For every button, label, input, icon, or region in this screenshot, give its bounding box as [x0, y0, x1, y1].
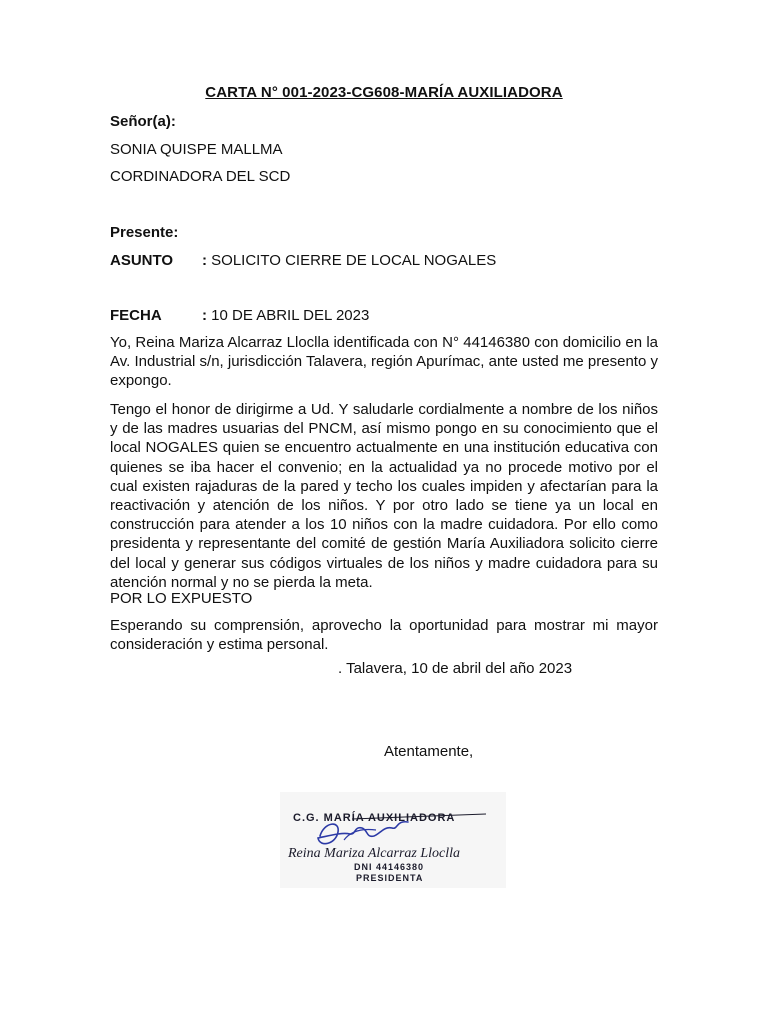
signature-scribble	[318, 822, 408, 844]
asunto-value: SOLICITO CIERRE DE LOCAL NOGALES	[211, 252, 497, 269]
body-paragraph: Tengo el honor de dirigirme a Ud. Y saludarle cordialmente a nombre de los niños y de las madres usuarias del PNCM, así mismo pongo en su conocimiento que el local NOGALES quien se encuentro actualmente en una institución educativa con quienes se iba hacer el convenio; en la actualidad ya no procede motivo por el cual existen rajaduras de la pared y techo los cuales impiden y afectarían para la reactivación y atención de los niños. Y por otro lado se tiene ya un local en construcción para atender a los 10 niños con la madre cuidadora. Por ello como presidenta y representante del comité de gestión María Auxiliadora solicito cierre del local y generar sus códigos virtuales de los niños y madre cuidadora para su atención normal y no se pierda la meta.	[110, 401, 658, 591]
asunto-row	[110, 252, 496, 269]
fecha-colon: :	[202, 307, 207, 324]
intro-paragraph: Yo, Reina Mariza Alcarraz Lloclla identificada con N° 44146380 con domicilio en la Av. Industrial s/n, jurisdicción Talavera, región Apurímac, ante usted me presento y expongo.	[110, 334, 658, 390]
stamp-role: PRESIDENTA	[356, 873, 424, 883]
fecha-value: 10 DE ABRIL DEL 2023	[211, 307, 370, 324]
recipient-name: SONIA QUISPE MALLMA	[110, 141, 283, 158]
stamp-organization: C.G. MARÍA AUXILIADORA	[293, 812, 456, 824]
asunto-label: ASUNTO	[110, 252, 174, 269]
salutation: Señor(a):	[110, 113, 176, 130]
signature-underline	[344, 829, 376, 840]
fecha-row	[110, 307, 369, 324]
stamp-dni: DNI 44146380	[354, 862, 425, 872]
presente-label: Presente:	[110, 224, 179, 241]
fecha-label: FECHA	[110, 307, 162, 324]
asunto-colon: :	[202, 252, 207, 269]
place-date: . Talavera, 10 de abril del año 2023	[338, 660, 573, 677]
closing-salutation: Atentamente,	[384, 743, 474, 760]
por-lo-expuesto: POR LO EXPUESTO	[110, 590, 253, 607]
letter-title: CARTA N° 001-2023-CG608-MARÍA AUXILIADORA	[205, 84, 563, 101]
signature-stamp	[280, 792, 506, 888]
stamp-name: Reina Mariza Alcarraz Lloclla	[288, 846, 461, 861]
closing-paragraph: Esperando su comprensión, aprovecho la oportunidad para mostrar mi mayor consideración y estima personal.	[110, 617, 658, 654]
stamp-graphic	[280, 792, 506, 888]
recipient-role: CORDINADORA DEL SCD	[110, 168, 291, 185]
